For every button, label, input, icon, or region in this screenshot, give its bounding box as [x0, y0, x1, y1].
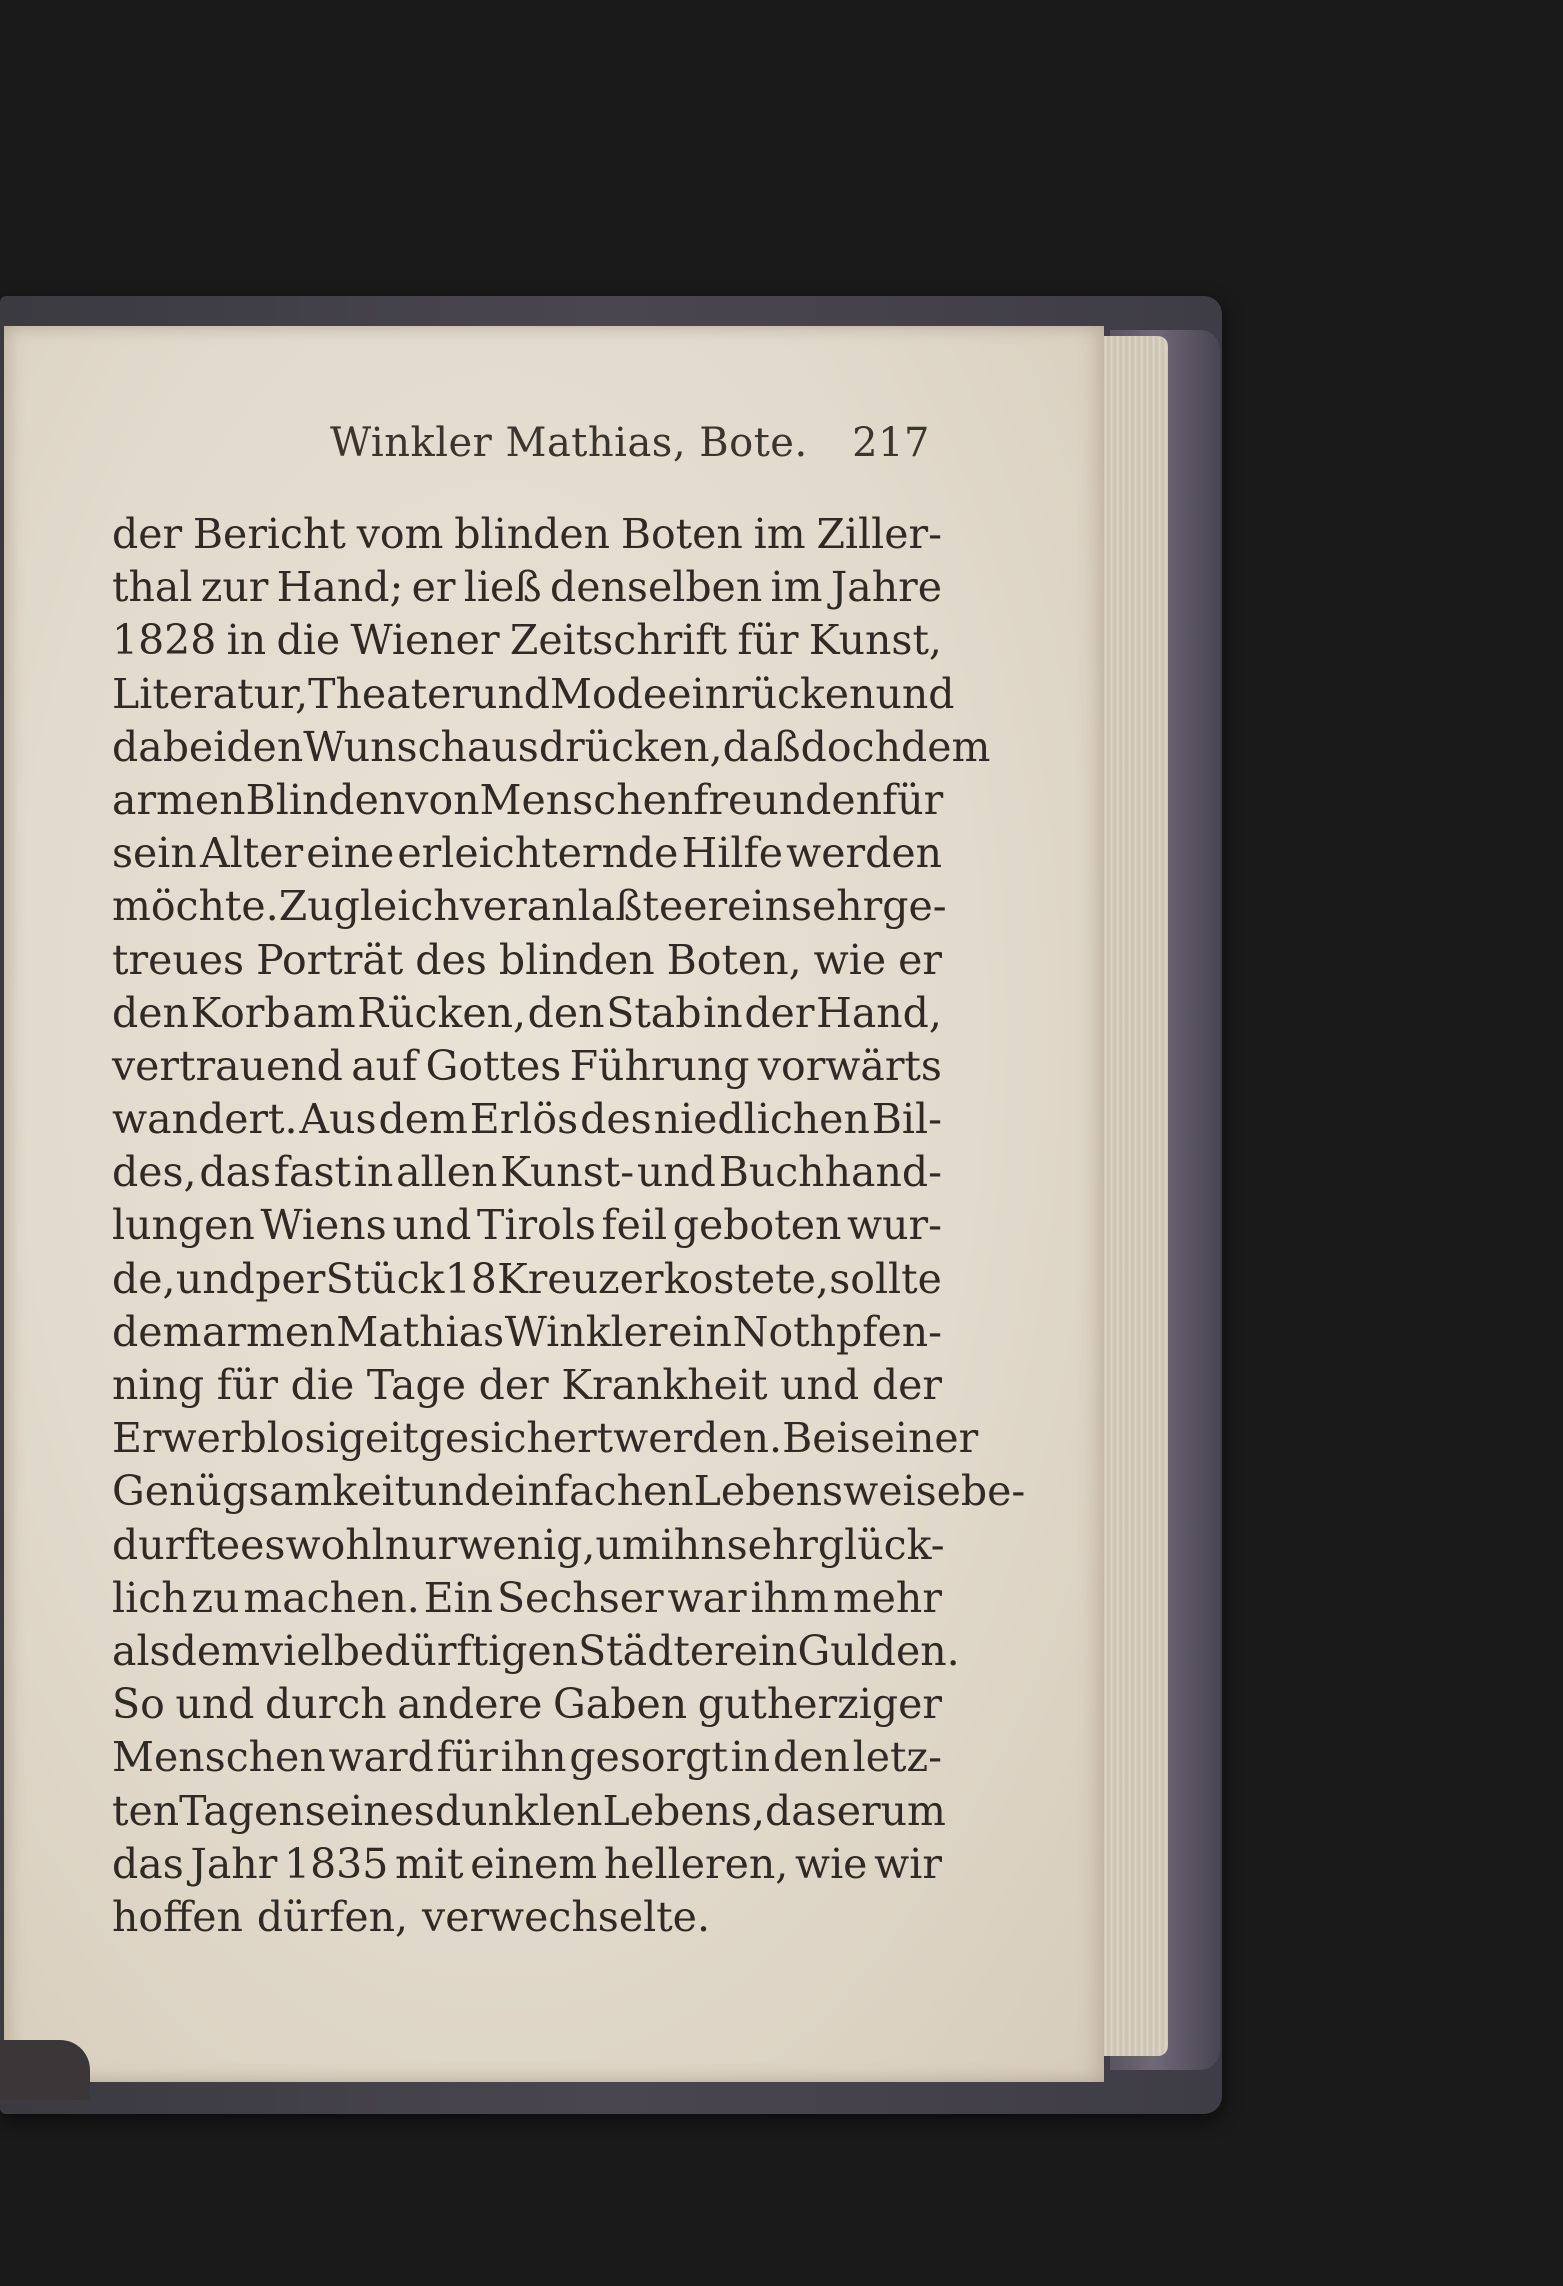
- text-line: [112, 1040, 942, 1093]
- word: Erlös: [469, 1095, 579, 1144]
- word: Wiens: [260, 1201, 387, 1250]
- word: dem: [112, 1307, 202, 1356]
- text-line: [112, 721, 991, 774]
- word: Genügsamkeit: [112, 1467, 412, 1516]
- word: den: [112, 988, 189, 1037]
- word: ning: [112, 1361, 205, 1409]
- word: und: [470, 669, 551, 718]
- word: im: [770, 563, 823, 612]
- word: für: [737, 616, 799, 665]
- word: der: [871, 1361, 942, 1409]
- word: thal: [112, 563, 193, 612]
- word: Gottes: [425, 1041, 562, 1090]
- text-line: [112, 1359, 942, 1412]
- word: Mode: [550, 669, 668, 718]
- text-line: [112, 1625, 960, 1678]
- word: in: [730, 1733, 771, 1782]
- word: seiner: [849, 1414, 979, 1463]
- text-line: [112, 1199, 942, 1252]
- word: in: [353, 1148, 394, 1197]
- word: So: [112, 1680, 165, 1729]
- word: dabei: [112, 722, 227, 771]
- text-line: [112, 561, 942, 614]
- word: blinden: [498, 935, 655, 984]
- word: dürfen,: [256, 1892, 409, 1941]
- word: ein: [727, 882, 791, 931]
- text-line: [112, 1678, 942, 1731]
- word: Stab: [606, 988, 702, 1037]
- word: Literatur,: [112, 669, 309, 718]
- word: Kreuzer: [497, 1254, 664, 1303]
- text-line: [112, 827, 942, 880]
- word: gesichert: [418, 1414, 614, 1463]
- word: kostete,: [663, 1254, 829, 1303]
- word: dem: [900, 722, 991, 771]
- running-head: [330, 420, 930, 480]
- word: den: [772, 1733, 850, 1782]
- word: wandert.: [112, 1095, 298, 1144]
- word: und: [175, 1254, 255, 1303]
- text-line: [112, 1465, 1026, 1518]
- word: Städter: [578, 1626, 734, 1675]
- word: das: [765, 1786, 837, 1835]
- word: um: [595, 1520, 661, 1569]
- word: Gulden.: [797, 1626, 960, 1675]
- word: werden: [786, 829, 942, 878]
- running-head-title: Winkler Mathias, Bote.: [330, 420, 808, 466]
- word: Blinden: [245, 775, 406, 824]
- word: Winkler: [504, 1307, 668, 1356]
- word: mehr: [832, 1573, 942, 1622]
- word: Jahre: [830, 563, 942, 612]
- text-line: [112, 1093, 942, 1146]
- word: einem: [470, 1839, 598, 1888]
- word: Bericht: [192, 510, 346, 558]
- word: dunklen: [434, 1786, 603, 1835]
- word: wir: [874, 1839, 942, 1888]
- word: wenig,: [457, 1520, 596, 1569]
- word: und: [875, 669, 955, 718]
- page-number: 217: [852, 420, 930, 466]
- word: den: [226, 722, 304, 771]
- word: für: [436, 1733, 498, 1782]
- word: und: [411, 1467, 491, 1516]
- word: durfte: [112, 1520, 241, 1569]
- word: ein: [668, 1307, 732, 1356]
- word: erleichternde: [397, 829, 679, 878]
- word: wie: [813, 935, 887, 984]
- word: Mathias: [336, 1307, 505, 1356]
- word: den: [527, 988, 605, 1037]
- word: daß: [722, 722, 801, 771]
- word: Theater: [308, 669, 471, 718]
- word: Zeitschrift: [509, 616, 728, 665]
- word: Hilfe: [681, 829, 783, 878]
- word: denselben: [549, 563, 763, 612]
- word: für: [882, 775, 944, 824]
- word: Sechser: [496, 1573, 664, 1622]
- word: Boten: [620, 510, 743, 558]
- word: von: [405, 775, 480, 824]
- word: er: [898, 935, 942, 984]
- body-text: [112, 508, 1026, 1944]
- word: Lebens,: [602, 1786, 765, 1835]
- word: am: [292, 988, 356, 1037]
- word: 18: [444, 1254, 497, 1303]
- text-line: [112, 934, 942, 987]
- word: sollte: [829, 1254, 942, 1303]
- word: der: [744, 988, 815, 1037]
- text-line: [112, 1891, 942, 1944]
- word: Tage: [366, 1361, 466, 1409]
- word: durch: [265, 1680, 387, 1729]
- word: gesorgt: [569, 1733, 728, 1782]
- word: als: [112, 1626, 171, 1675]
- word: andere: [397, 1680, 543, 1729]
- word: vorwärts: [757, 1041, 942, 1090]
- text-line: [112, 774, 942, 827]
- word: ge-: [882, 882, 947, 931]
- text-line: [112, 1572, 942, 1625]
- text-line: [112, 1146, 942, 1199]
- word: Porträt: [256, 935, 404, 984]
- word: dem: [170, 1626, 260, 1675]
- word: in: [703, 988, 743, 1037]
- word: Korb: [190, 988, 291, 1037]
- text-line: [112, 1412, 979, 1465]
- word: helleren,: [603, 1839, 789, 1888]
- text-line: [112, 1306, 942, 1359]
- word: feil: [601, 1201, 668, 1250]
- word: die: [276, 616, 341, 665]
- word: ten: [112, 1786, 180, 1835]
- text-line: [112, 880, 947, 933]
- word: ihm: [750, 1573, 829, 1622]
- word: armen: [112, 775, 246, 824]
- word: Menschen: [112, 1733, 326, 1782]
- word: glück-: [817, 1520, 945, 1569]
- word: der: [112, 510, 183, 558]
- word: veranlaßte: [459, 882, 684, 931]
- word: des: [415, 935, 487, 984]
- word: Wiener: [350, 616, 500, 665]
- word: Buchhand-: [718, 1148, 942, 1197]
- word: vielbedürftigen: [260, 1626, 579, 1675]
- word: verwechselte.: [422, 1892, 710, 1941]
- word: Hand,: [816, 988, 942, 1037]
- word: wur-: [846, 1201, 942, 1250]
- word: für: [216, 1361, 278, 1409]
- word: Zugleich: [278, 882, 460, 931]
- word: Jahr: [190, 1839, 278, 1888]
- word: Lebensweise: [693, 1467, 961, 1516]
- text-line: [112, 1731, 942, 1784]
- word: seines: [304, 1786, 435, 1835]
- word: lungen: [112, 1201, 255, 1250]
- word: wie: [794, 1839, 868, 1888]
- text-line: [112, 1253, 942, 1306]
- word: sein: [112, 829, 197, 878]
- word: eine: [306, 829, 395, 878]
- word: um: [880, 1786, 946, 1835]
- word: Kunst-: [500, 1148, 635, 1197]
- word: zur: [200, 563, 269, 612]
- word: wohl: [285, 1520, 385, 1569]
- word: auf: [351, 1041, 418, 1090]
- word: vom: [356, 510, 444, 558]
- word: Tirols: [476, 1201, 596, 1250]
- word: Ziller-: [816, 510, 942, 558]
- word: des: [580, 1095, 652, 1144]
- word: Boten,: [666, 935, 802, 984]
- word: ward: [328, 1733, 434, 1782]
- word: ihn: [500, 1733, 567, 1782]
- word: ausdrücken,: [466, 722, 723, 771]
- word: Alter: [199, 829, 304, 878]
- word: und: [175, 1680, 255, 1729]
- text-line: [112, 1838, 942, 1891]
- word: per: [255, 1254, 326, 1303]
- word: machen.: [243, 1573, 420, 1622]
- word: lich: [112, 1573, 188, 1622]
- text-line: [112, 508, 942, 561]
- text-line: [112, 614, 942, 667]
- word: niedlichen: [653, 1095, 870, 1144]
- word: das: [112, 1839, 184, 1888]
- word: die: [290, 1361, 355, 1409]
- word: er: [411, 563, 456, 612]
- word: de,: [112, 1254, 176, 1303]
- word: ein: [733, 1626, 798, 1675]
- word: Rücken,: [357, 988, 527, 1037]
- word: Menschenfreunden: [479, 775, 883, 824]
- word: ihn: [660, 1520, 727, 1569]
- word: hoffen: [112, 1892, 243, 1941]
- word: des,: [112, 1148, 197, 1197]
- word: Ein: [423, 1573, 494, 1622]
- word: Wunsch: [303, 722, 467, 771]
- word: allen: [396, 1148, 498, 1197]
- word: Nothpfen-: [732, 1307, 942, 1356]
- word: er: [683, 882, 728, 931]
- word: fast: [273, 1148, 351, 1197]
- word: Tagen: [179, 1786, 305, 1835]
- word: 1835: [284, 1839, 389, 1888]
- word: sehr: [726, 1520, 818, 1569]
- text-line: [112, 1785, 946, 1838]
- word: Bei: [782, 1414, 850, 1463]
- word: armen: [202, 1307, 336, 1356]
- word: Kunst,: [808, 616, 942, 665]
- word: doch: [800, 722, 901, 771]
- word: Bil-: [871, 1095, 942, 1144]
- word: einrücken: [667, 669, 876, 718]
- word: Aus: [299, 1095, 377, 1144]
- word: Führung: [569, 1041, 750, 1090]
- word: der: [478, 1361, 549, 1409]
- word: war: [667, 1573, 747, 1622]
- word: nur: [384, 1520, 458, 1569]
- text-line: [112, 668, 955, 721]
- word: Stück: [325, 1254, 445, 1303]
- word: Erwerblosigeit: [112, 1414, 419, 1463]
- word: und: [392, 1201, 472, 1250]
- word: letz-: [852, 1733, 942, 1782]
- word: dem: [378, 1095, 468, 1144]
- word: Hand;: [276, 563, 404, 612]
- word: Krankheit: [561, 1361, 768, 1409]
- word: werden.: [613, 1414, 783, 1463]
- word: und: [636, 1148, 716, 1197]
- word: es: [240, 1520, 286, 1569]
- word: zu: [191, 1573, 240, 1622]
- text-line: [112, 987, 942, 1040]
- word: gutherziger: [697, 1680, 942, 1729]
- word: im: [753, 510, 806, 558]
- word: möchte.: [112, 882, 279, 931]
- word: und: [780, 1361, 860, 1409]
- word: geboten: [672, 1201, 842, 1250]
- word: vertrauend: [112, 1041, 343, 1090]
- word: mit: [395, 1839, 464, 1888]
- word: be-: [960, 1467, 1026, 1516]
- word: Gaben: [553, 1680, 688, 1729]
- word: er: [836, 1786, 881, 1835]
- text-line: [112, 1519, 945, 1572]
- word: treues: [112, 935, 245, 984]
- word: 1828: [112, 616, 217, 665]
- word: das: [199, 1148, 272, 1197]
- word: blinden: [454, 510, 611, 558]
- word: in: [226, 616, 267, 665]
- word: ließ: [463, 563, 542, 612]
- word: sehr: [790, 882, 883, 931]
- word: einfachen: [490, 1467, 694, 1516]
- cover-wear: [0, 2040, 90, 2100]
